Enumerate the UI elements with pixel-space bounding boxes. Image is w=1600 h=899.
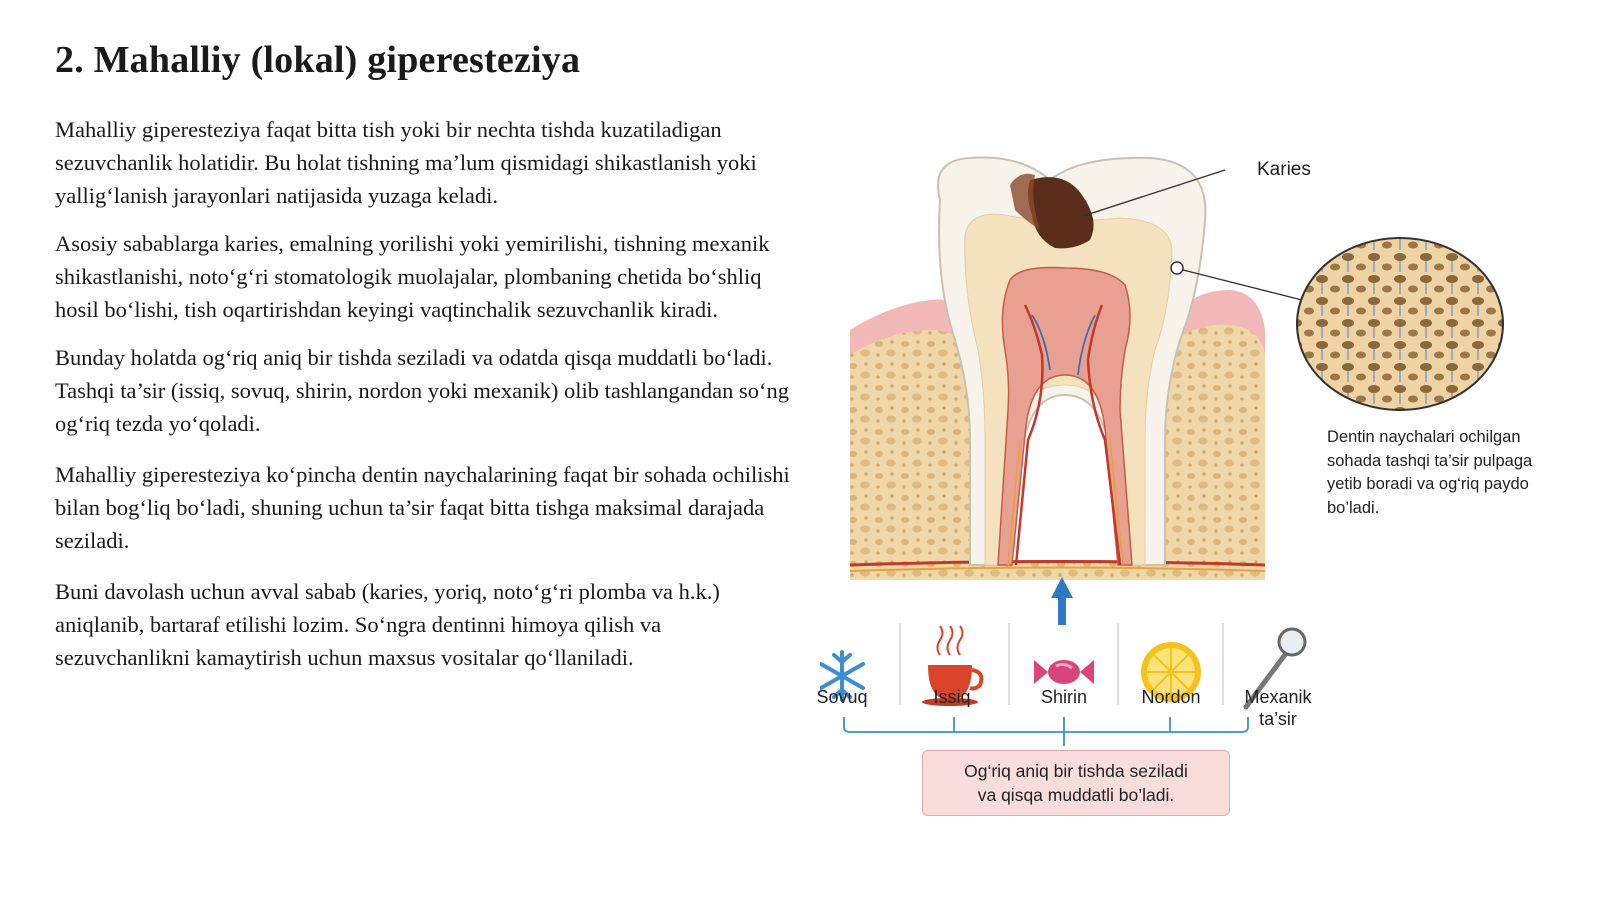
- stimulus-label-mechanical: Mexanik ta’sir: [1244, 687, 1312, 729]
- paragraph-pain: Bunday holatda og‘riq aniq bir tishda seziladi va odatda qisqa muddatli bo‘ladi. Tashqi ta’sir (issiq, sovuq, shirin, nordon yoki mexanik) olib tashlangandan so‘ng og‘riq tezda yo‘qoladi.: [55, 345, 789, 436]
- tooth-figure: [816, 140, 1560, 840]
- pain-summary-line2: va qisqa muddatli bo’ladi.: [977, 785, 1175, 805]
- stimulus-label-hot: Issiq: [933, 687, 971, 707]
- stimulus-label-sweet: Shirin: [1040, 687, 1088, 707]
- stimulus-label-cold: Sovuq: [816, 687, 868, 707]
- page-title: 2. Mahalliy (lokal) giperesteziya: [55, 39, 581, 81]
- dentin-magnified-circle: [1297, 238, 1503, 410]
- stimulus-bracket: [844, 717, 1248, 746]
- stimulus-label-sour: Nordon: [1141, 687, 1201, 707]
- tooth: [938, 157, 1205, 565]
- up-arrow-icon: [1051, 577, 1073, 625]
- paragraph-causes: Asosiy sabablarga karies, emalning yorilishi yoki yemirilishi, tishning mexanik shikastlanishi, noto‘g‘ri stomatologik muolajalar, plombaning chetida bo‘shliq hosil bo‘lishi, tish oqartirishdan keyingi vaqtinchalik sezuvchanlik kiradi.: [55, 231, 770, 322]
- pain-summary-box: [922, 750, 1230, 816]
- paragraph-treatment: Buni davolash uchun avval sabab (karies, yoriq, noto‘g‘ri plomba va h.k.) aniqlanib, bartaraf etilishi lozim. So‘ngra dentinni himoya qilish va sezuvchanlikni kamaytirish uchun maxsus vositalar qo‘llaniladi.: [55, 579, 720, 670]
- paragraph-definition: Mahalliy giperesteziya faqat bitta tish yoki bir nechta tishda kuzatiladigan sezuvchanlik holatidir. Bu holat tishning ma’lum qismidagi shikastlanish yoki yallig‘lanish jarayonlari natijasida yuzaga keladi.: [55, 117, 757, 208]
- karies-label: Karies: [1257, 159, 1311, 180]
- paragraph-dentin: Mahalliy giperesteziya ko‘pincha dentin naychalarining faqat bir sohada ochilishi bilan bog‘liq bo‘ladi, shuning uchun ta’sir faqat bitta tishga maksimal darajada seziladi.: [55, 462, 790, 553]
- body-text: [55, 113, 795, 689]
- candy-icon: [1034, 660, 1094, 684]
- dentin-caption: Dentin naychalari ochilgan sohada tashqi ta’sir pulpaga yetib boradi va og‘riq paydo bo’ladi.: [1327, 428, 1533, 517]
- pain-summary-line1: Og‘riq aniq bir tishda seziladi: [964, 761, 1188, 781]
